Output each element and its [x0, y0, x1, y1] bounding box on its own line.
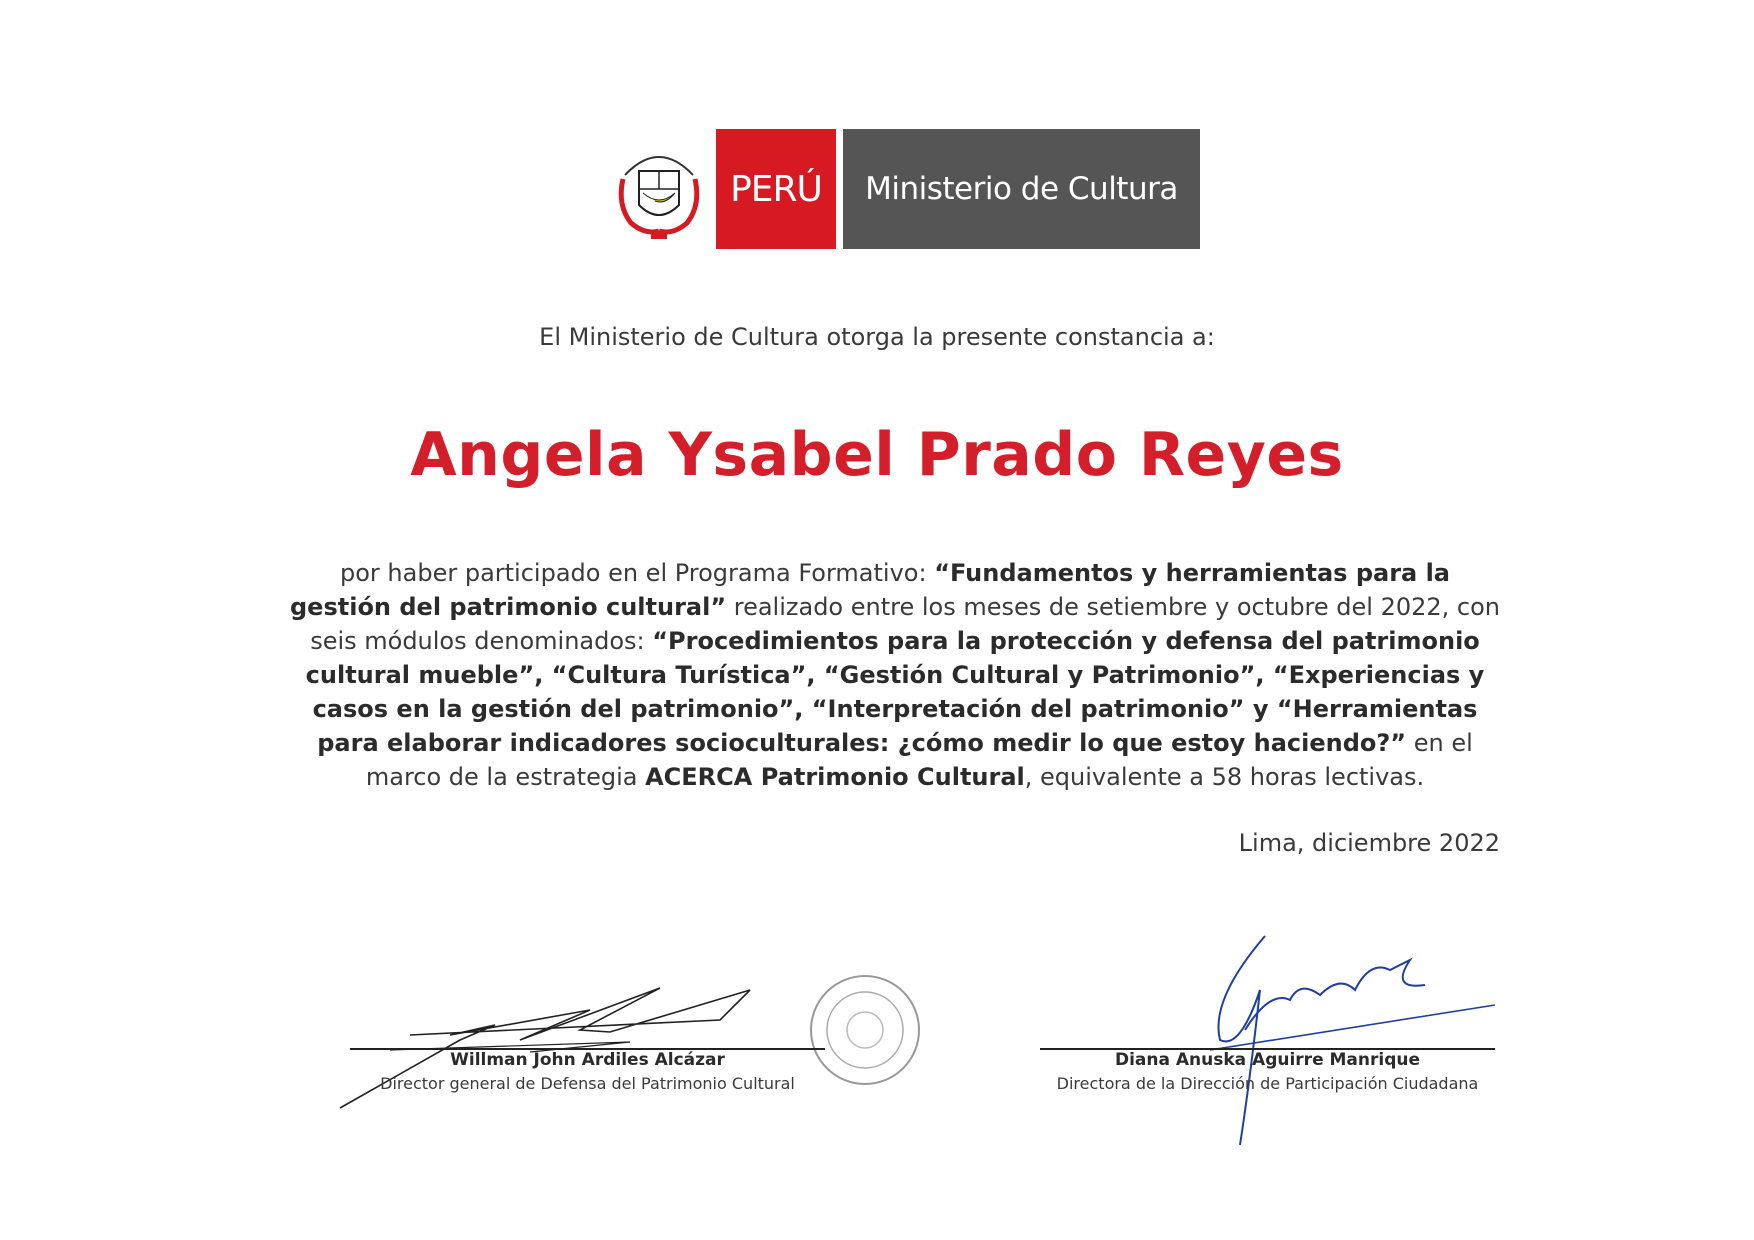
- certificate-intro: El Ministerio de Cultura otorga la presente constancia a:: [539, 323, 1215, 351]
- certificate-body: [290, 556, 1500, 794]
- body-segment: realizado entre los meses de setiembre y octubre del 2022, con seis módulos denominados:: [310, 593, 1501, 655]
- place-date: Lima, diciembre 2022: [1238, 829, 1500, 857]
- coat-of-arms-icon: [615, 145, 703, 245]
- body-segment: en el marco de la estrategia: [365, 729, 1473, 791]
- program-title: “Fundamentos y herramientas para la gestión del patrimonio cultural”: [290, 559, 1450, 621]
- recipient-name: Angela Ysabel Prado Reyes: [410, 420, 1344, 490]
- signatory-2-name: Diana Anuska Aguirre Manrique: [1114, 1050, 1421, 1070]
- module-list: “Procedimientos para la protección y defensa del patrimonio cultural mueble”, “Cultura Turística”, “Gestión Cultural y Patrimonio”, “Experiencias y casos en la gestión del patrimonio”, “Interpretación del patrimonio” y “Herramientas para elaborar indicadores socioculturales: ¿cómo medir lo que estoy haciendo?”: [305, 627, 1485, 757]
- peru-brand-box: PERÚ: [716, 129, 836, 249]
- ministry-logo-header: [615, 129, 1200, 249]
- ministry-brand-box: Ministerio de Cultura: [843, 129, 1200, 249]
- signatory-2: [1040, 1050, 1495, 1093]
- signature-2-handwriting: [1190, 930, 1510, 1150]
- signatory-1-role: Director general de Defensa del Patrimonio Cultural: [380, 1074, 795, 1093]
- body-segment: , equivalente a 58 horas lectivas.: [1024, 763, 1425, 791]
- signatory-1: [350, 1050, 825, 1093]
- body-segment: por haber participado en el Programa Formativo:: [340, 559, 935, 587]
- signatory-1-name: Willman John Ardiles Alcázar: [450, 1050, 725, 1070]
- signatory-2-role: Directora de la Dirección de Participación Ciudadana: [1056, 1074, 1479, 1093]
- strategy-name: ACERCA Patrimonio Cultural: [645, 763, 1025, 791]
